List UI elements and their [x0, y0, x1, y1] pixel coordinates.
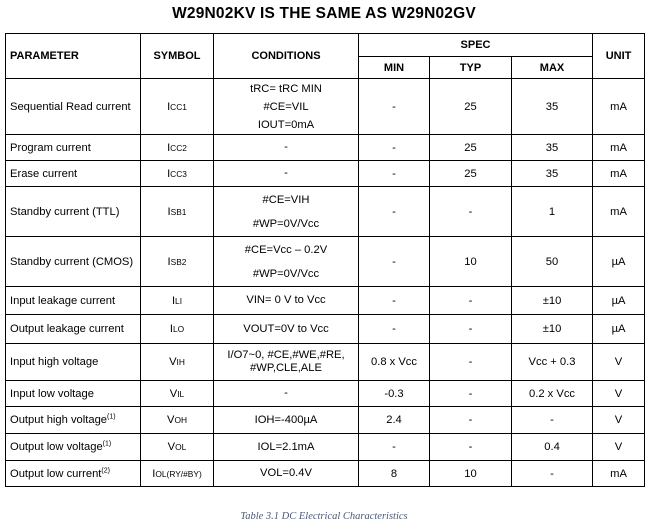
- symbol-cell: VOH: [141, 407, 214, 434]
- symbol-cell: ICC2: [141, 135, 214, 161]
- max-cell: ±10: [512, 287, 593, 315]
- footnote-marker: (2): [101, 466, 110, 474]
- table-row: [6, 407, 645, 434]
- table-row: [6, 187, 645, 237]
- parameter-cell: Output low voltage$^{(1)}$: [6, 434, 141, 461]
- symbol-cell: ICC1: [141, 79, 214, 135]
- unit-cell: V: [593, 434, 645, 461]
- document-title: W29N02KV IS THE SAME AS W29N02GV: [172, 5, 476, 22]
- conditions-cell: -: [214, 135, 359, 161]
- header-parameter: PARAMETER: [6, 34, 141, 79]
- typ-cell: -: [430, 407, 512, 434]
- parameter-cell: Input low voltage: [6, 381, 141, 407]
- table-row: [6, 315, 645, 344]
- conditions-cell: VOL=0.4V: [214, 461, 359, 487]
- header-unit: UNIT: [593, 34, 645, 79]
- conditions-cell: -: [214, 161, 359, 187]
- max-cell: 0.4: [512, 434, 593, 461]
- table-caption: Table 3.1 DC Electrical Characteristics: [240, 511, 408, 522]
- min-cell: -: [359, 161, 430, 187]
- dc-characteristics-table: [5, 33, 645, 487]
- typ-cell: 25: [430, 135, 512, 161]
- unit-cell: mA: [593, 187, 645, 237]
- typ-cell: 25: [430, 161, 512, 187]
- typ-cell: 10: [430, 237, 512, 287]
- max-cell: 35: [512, 135, 593, 161]
- symbol-cell: ICC3: [141, 161, 214, 187]
- table-row: [6, 381, 645, 407]
- typ-cell: 25: [430, 79, 512, 135]
- symbol-cell: ILI: [141, 287, 214, 315]
- conditions-cell: -: [214, 381, 359, 407]
- parameter-cell: Output high voltage$^{(1)}$: [6, 407, 141, 434]
- typ-cell: -: [430, 287, 512, 315]
- symbol-cell: IOL(RY/#BY): [141, 461, 214, 487]
- footnote-marker: (1): [102, 440, 112, 448]
- max-cell: -: [512, 461, 593, 487]
- typ-cell: -: [430, 434, 512, 461]
- typ-cell: -: [430, 344, 512, 381]
- table-row: [6, 237, 645, 287]
- parameter-cell: Output leakage current: [6, 315, 141, 344]
- symbol-cell: ISB2: [141, 237, 214, 287]
- unit-cell: mA: [593, 461, 645, 487]
- parameter-cell: Output low current$^{(2)}$: [6, 461, 141, 487]
- conditions-cell: VIN= 0 V to Vcc: [214, 287, 359, 315]
- min-cell: -: [359, 315, 430, 344]
- symbol-cell: ISB1: [141, 187, 214, 237]
- conditions-cell: VOUT=0V to Vcc: [214, 315, 359, 344]
- table-body: [6, 79, 645, 487]
- conditions-cell: #CE=VIH #WP=0V/Vcc: [214, 187, 359, 237]
- table-row: [6, 434, 645, 461]
- header-min: MIN: [359, 57, 430, 79]
- unit-cell: V: [593, 407, 645, 434]
- conditions-cell: I/O7~0, #CE,#WE,#RE, #WP,CLE,ALE: [214, 344, 359, 381]
- min-cell: -: [359, 287, 430, 315]
- symbol-cell: VIL: [141, 381, 214, 407]
- typ-cell: -: [430, 187, 512, 237]
- unit-cell: V: [593, 344, 645, 381]
- max-cell: 0.2 x Vcc: [512, 381, 593, 407]
- conditions-cell: IOL=2.1mA: [214, 434, 359, 461]
- min-cell: -: [359, 237, 430, 287]
- parameter-cell: Program current: [6, 135, 141, 161]
- symbol-cell: ILO: [141, 315, 214, 344]
- parameter-cell: Input leakage current: [6, 287, 141, 315]
- symbol-cell: VIH: [141, 344, 214, 381]
- max-cell: -: [512, 407, 593, 434]
- min-cell: -: [359, 434, 430, 461]
- max-cell: 1: [512, 187, 593, 237]
- unit-cell: µA: [593, 315, 645, 344]
- table-row: [6, 135, 645, 161]
- table-row: [6, 79, 645, 135]
- unit-cell: mA: [593, 161, 645, 187]
- header-symbol: SYMBOL: [141, 34, 214, 79]
- conditions-cell: tRC= tRC MIN #CE=VIL IOUT=0mA: [214, 79, 359, 135]
- max-cell: 50: [512, 237, 593, 287]
- table-row: [6, 287, 645, 315]
- unit-cell: V: [593, 381, 645, 407]
- max-cell: 35: [512, 161, 593, 187]
- parameter-cell: Standby current (CMOS): [6, 237, 141, 287]
- symbol-cell: VOL: [141, 434, 214, 461]
- header-max: MAX: [512, 57, 593, 79]
- max-cell: Vcc + 0.3: [512, 344, 593, 381]
- unit-cell: µA: [593, 287, 645, 315]
- parameter-cell: Erase current: [6, 161, 141, 187]
- typ-cell: -: [430, 315, 512, 344]
- table-row: [6, 461, 645, 487]
- header-spec: SPEC: [359, 34, 593, 57]
- typ-cell: -: [430, 381, 512, 407]
- header-typ: TYP: [430, 57, 512, 79]
- typ-cell: 10: [430, 461, 512, 487]
- min-cell: 8: [359, 461, 430, 487]
- min-cell: 2.4: [359, 407, 430, 434]
- table-row: [6, 161, 645, 187]
- header-conditions: CONDITIONS: [214, 34, 359, 79]
- min-cell: -0.3: [359, 381, 430, 407]
- min-cell: -: [359, 79, 430, 135]
- unit-cell: mA: [593, 79, 645, 135]
- parameter-cell: Input high voltage: [6, 344, 141, 381]
- min-cell: -: [359, 135, 430, 161]
- parameter-cell: Sequential Read current: [6, 79, 141, 135]
- table-row: [6, 344, 645, 381]
- max-cell: ±10: [512, 315, 593, 344]
- parameter-cell: Standby current (TTL): [6, 187, 141, 237]
- unit-cell: mA: [593, 135, 645, 161]
- conditions-cell: IOH=-400µA: [214, 407, 359, 434]
- max-cell: 35: [512, 79, 593, 135]
- footnote-marker: (1): [107, 413, 116, 421]
- conditions-cell: #CE=Vcc – 0.2V #WP=0V/Vcc: [214, 237, 359, 287]
- unit-cell: µA: [593, 237, 645, 287]
- min-cell: 0.8 x Vcc: [359, 344, 430, 381]
- min-cell: -: [359, 187, 430, 237]
